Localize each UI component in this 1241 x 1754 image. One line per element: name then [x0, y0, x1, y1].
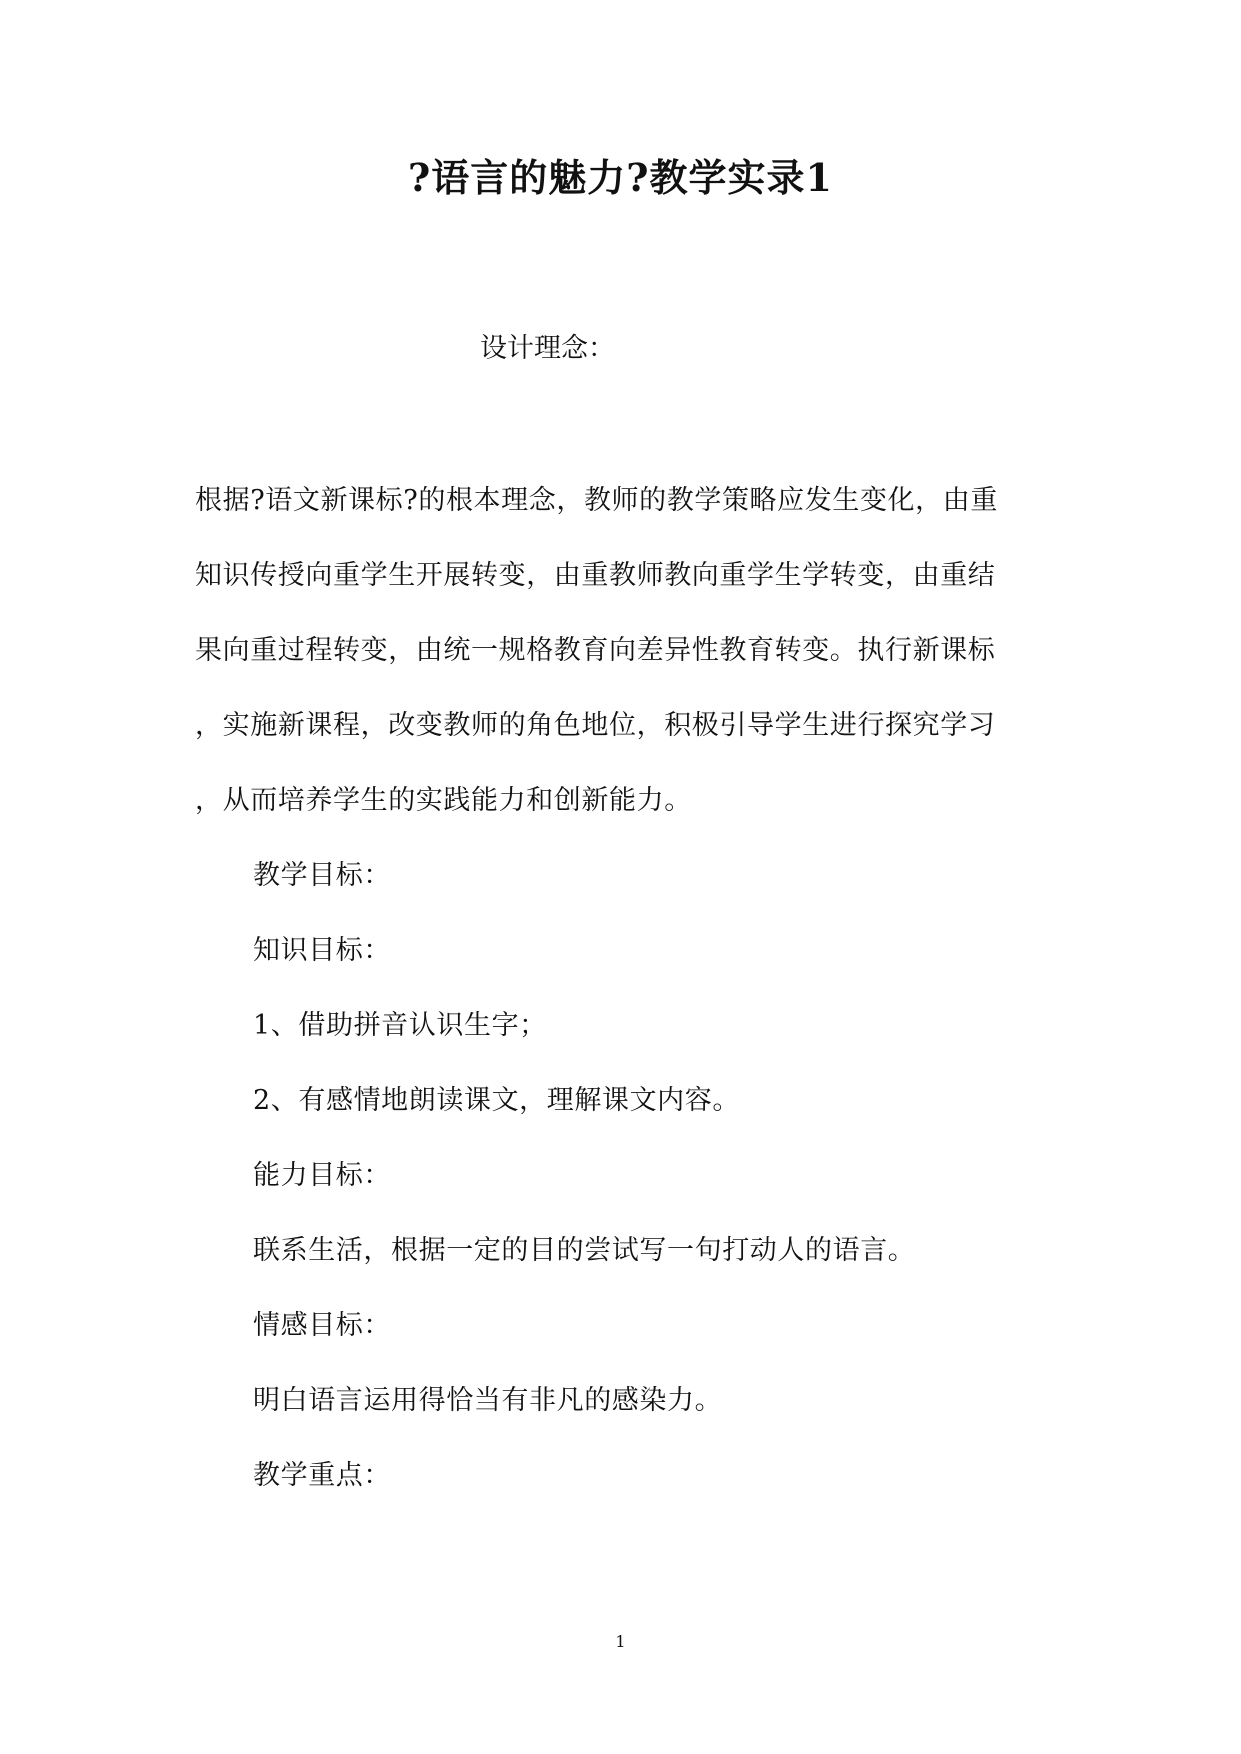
- list-item: 明白语言运用得恰当有非凡的感染力。: [253, 1385, 723, 1416]
- paragraph-line: 根据?语文新课标?的根本理念，教师的教学策略应发生变化，由重: [195, 485, 998, 516]
- list-item: 1、借助拼音认识生字；: [253, 1010, 547, 1041]
- list-item: 联系生活，根据一定的目的尝试写一句打动人的语言。: [253, 1235, 916, 1266]
- section-heading-ability-goals: 能力目标：: [253, 1160, 391, 1191]
- design-heading: 设计理念：: [480, 333, 615, 364]
- paragraph-line: 果向重过程转变，由统一规格教育向差异性教育转变。执行新课标: [195, 635, 996, 666]
- page-number: 1: [615, 1632, 626, 1651]
- section-heading-emotion-goals: 情感目标：: [253, 1310, 391, 1341]
- list-item: 2、有感情地朗读课文，理解课文内容。: [253, 1085, 740, 1116]
- section-heading-teaching-goals: 教学目标：: [253, 860, 391, 891]
- paragraph-line: ，实施新课程，改变教师的角色地位，积极引导学生进行探究学习: [195, 710, 996, 741]
- section-heading-knowledge-goals: 知识目标：: [253, 935, 391, 966]
- paragraph-line: 知识传授向重学生开展转变，由重教师教向重学生学转变，由重结: [195, 560, 996, 591]
- paragraph-line: ，从而培养学生的实践能力和创新能力。: [195, 785, 692, 816]
- page-title: ?语言的魅力?教学实录1: [408, 155, 833, 200]
- section-heading-teaching-focus: 教学重点：: [253, 1460, 391, 1491]
